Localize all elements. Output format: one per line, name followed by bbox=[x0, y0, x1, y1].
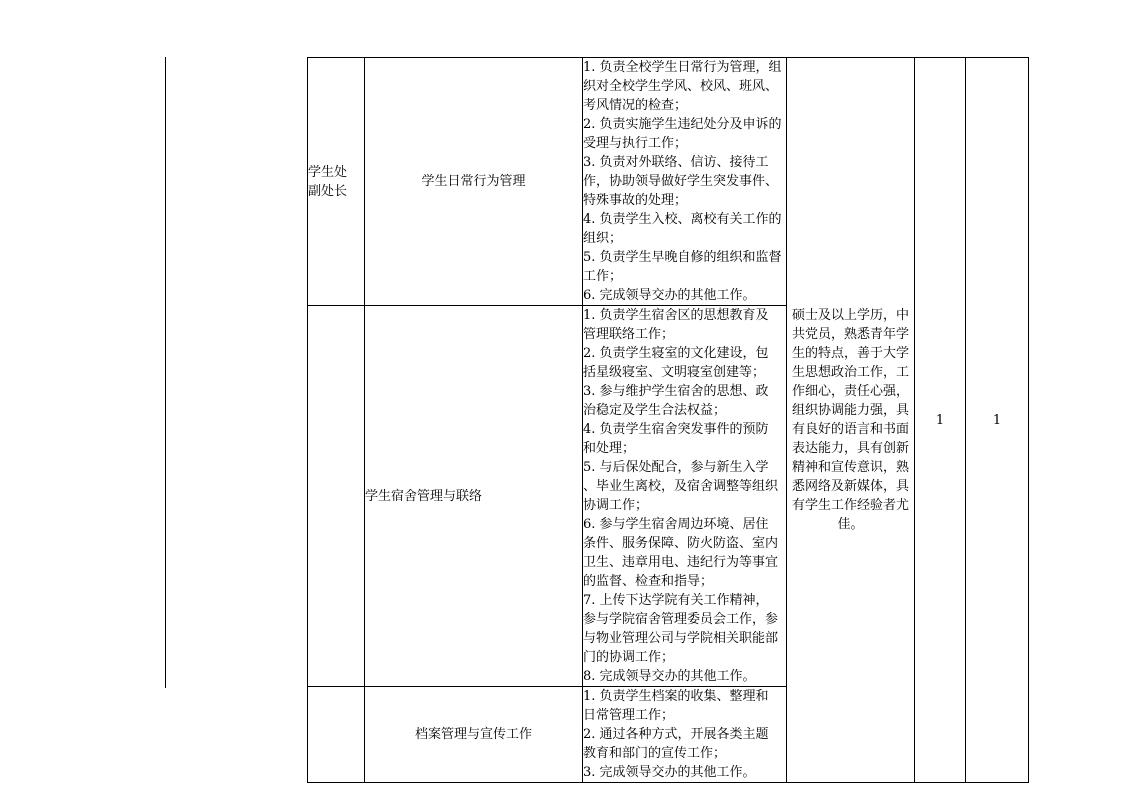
duty-line: 3. 负责对外联络、信访、接待工 bbox=[583, 155, 769, 170]
duty-line: 的监督、检查和指导； bbox=[583, 574, 714, 589]
position-cell-empty bbox=[308, 687, 365, 783]
requirement-line: 作细心，责任心强， bbox=[791, 384, 909, 399]
duty-line: 特殊事故的处理； bbox=[583, 193, 688, 208]
count-cell-a: 1 bbox=[915, 58, 966, 783]
work-area-cell: 学生宿舍管理与联络 bbox=[365, 306, 583, 687]
duty-line: 1. 负责学生宿舍区的思想教育及 bbox=[583, 308, 769, 323]
duty-line: 4. 负责学生入校、离校有关工作的 bbox=[583, 212, 782, 227]
job-description-table bbox=[307, 57, 1029, 783]
duty-line: 1. 负责全校学生日常行为管理，组 bbox=[583, 60, 782, 75]
duty-line: 组织； bbox=[583, 231, 623, 246]
duty-line: 3. 参与维护学生宿舍的思想、政 bbox=[583, 384, 769, 399]
duty-line: 5. 负责学生早晚自修的组织和监督 bbox=[583, 250, 782, 265]
position-line: 副处长 bbox=[308, 183, 348, 199]
work-area-cell: 档案管理与宣传工作 bbox=[365, 687, 583, 783]
count-cell-b: 1 bbox=[966, 58, 1029, 783]
duty-line: 2. 通过各种方式，开展各类主题 bbox=[583, 727, 769, 742]
position-cell-empty bbox=[308, 306, 365, 687]
duty-line: 治稳定及学生合法权益； bbox=[583, 403, 727, 418]
duty-line: 日常管理工作； bbox=[583, 708, 675, 723]
duty-line: 参与学院宿舍管理委员会工作，参 bbox=[583, 612, 779, 627]
duty-line: 考风情况的检查； bbox=[583, 98, 688, 113]
duty-line: 6. 参与学生宿舍周边环境、居住 bbox=[583, 517, 769, 532]
duty-line: 6. 完成领导交办的其他工作。 bbox=[583, 288, 756, 303]
duties-cell bbox=[583, 306, 787, 687]
duty-line: 门的协调工作； bbox=[583, 650, 675, 665]
duty-line: 7. 上传下达学院有关工作精神， bbox=[583, 593, 769, 608]
requirement-line: 硕士及以上学历，中 bbox=[791, 308, 909, 323]
duty-line: 括星级寝室、文明寝室创建等； bbox=[583, 365, 766, 380]
requirement-line: 共党员，熟悉青年学 bbox=[791, 327, 909, 342]
duty-line: 织对全校学生学风、校风、班风、 bbox=[583, 79, 779, 94]
table-row bbox=[308, 58, 1029, 306]
duty-line: 卫生、违章用电、违纪行为等事宜 bbox=[583, 555, 779, 570]
duty-line: 条件、服务保障、防火防盗、室内 bbox=[583, 536, 779, 551]
requirement-line: 生思想政治工作，工 bbox=[791, 365, 909, 380]
duty-line: 3. 完成领导交办的其他工作。 bbox=[583, 765, 756, 780]
duties-cell bbox=[583, 58, 787, 306]
duty-line: 2. 负责实施学生违纪处分及申诉的 bbox=[583, 117, 782, 132]
work-area-cell: 学生日常行为管理 bbox=[365, 58, 583, 306]
duty-line: 作，协助领导做好学生突发事件、 bbox=[583, 174, 779, 189]
position-cell bbox=[308, 58, 365, 306]
requirement-line: 佳。 bbox=[837, 517, 864, 532]
duty-line: 5. 与后保处配合，参与新生入学 bbox=[583, 460, 769, 475]
requirement-line: 生的特点，善于大学 bbox=[791, 346, 909, 361]
requirements-cell bbox=[787, 58, 915, 783]
duty-line: 、毕业生离校，及宿舍调整等组织 bbox=[583, 479, 779, 494]
duty-line: 和处理； bbox=[583, 441, 636, 456]
position-line: 学生处 bbox=[308, 164, 348, 180]
duties-cell bbox=[583, 687, 787, 783]
duty-line: 工作； bbox=[583, 269, 623, 284]
duty-line: 受理与执行工作； bbox=[583, 136, 688, 151]
requirement-line: 精神和宣传意识，熟 bbox=[791, 460, 909, 475]
duty-line: 2. 负责学生寝室的文化建设，包 bbox=[583, 346, 769, 361]
duty-line: 8. 完成领导交办的其他工作。 bbox=[583, 669, 756, 684]
duty-line: 4. 负责学生宿舍突发事件的预防 bbox=[583, 422, 769, 437]
requirement-line: 组织协调能力强，具 bbox=[791, 403, 909, 418]
duty-line: 管理联络工作； bbox=[583, 327, 675, 342]
requirement-line: 有学生工作经验者尤 bbox=[791, 498, 909, 513]
requirement-line: 有良好的语言和书面 bbox=[791, 422, 909, 437]
duty-line: 1. 负责学生档案的收集、整理和 bbox=[583, 689, 769, 704]
duty-line: 教育和部门的宣传工作； bbox=[583, 746, 727, 761]
left-margin-rule bbox=[165, 57, 166, 688]
requirement-line: 表达能力，具有创新 bbox=[791, 441, 909, 456]
requirement-line: 悉网络及新媒体，具 bbox=[791, 479, 909, 494]
duty-line: 与物业管理公司与学院相关职能部 bbox=[583, 631, 779, 646]
duty-line: 协调工作； bbox=[583, 498, 649, 513]
